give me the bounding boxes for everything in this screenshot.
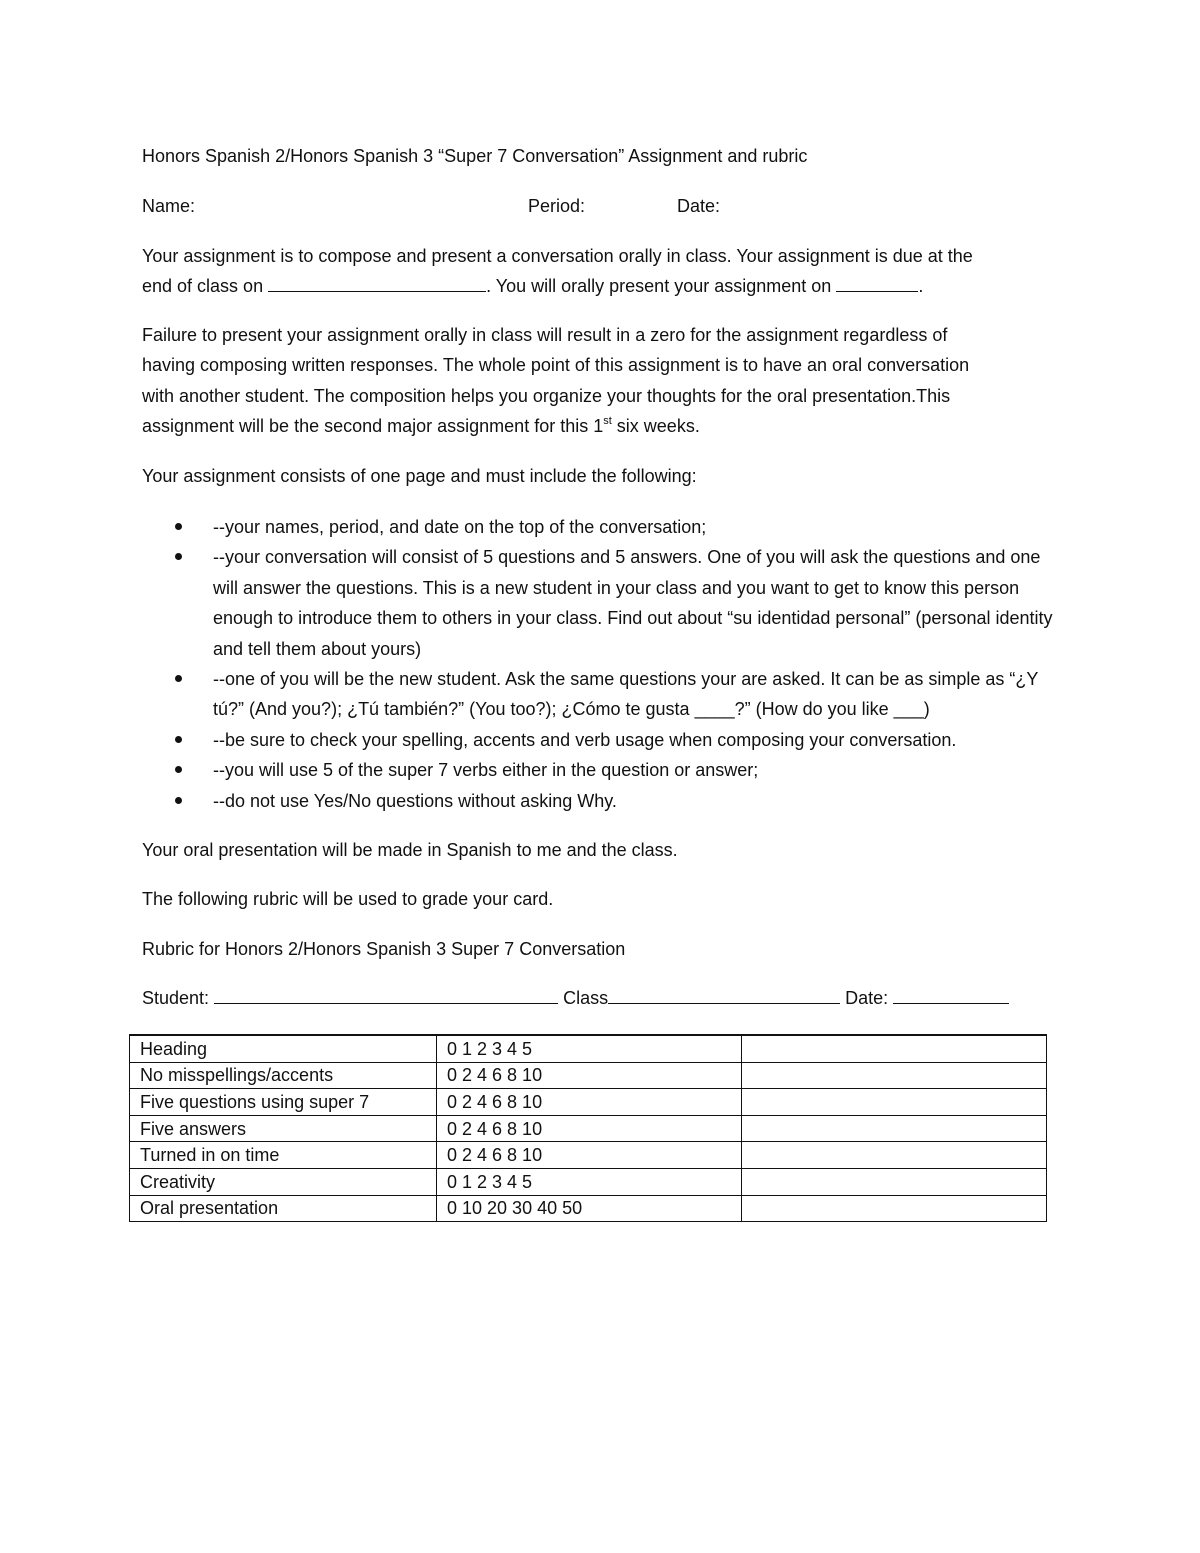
- list-item-text: --one of you will be the new student. Ask the same questions your are asked. It can be as simple as “¿Y tú?” (And you?); ¿Tú también?” (You too?); ¿Cómo te gusta ____?” (How do you like ___): [213, 669, 1039, 720]
- ordinal-suffix: st: [603, 415, 612, 428]
- failure-line-4-a: assignment will be the second major assignment for this 1: [142, 416, 604, 437]
- table-row: [130, 1035, 1047, 1062]
- table-row: [130, 1168, 1047, 1195]
- oral-note: Your oral presentation will be made in Spanish to me and the class.: [142, 840, 678, 860]
- bullet-icon: [175, 736, 182, 743]
- list-item: [142, 755, 1062, 785]
- score-cell: [742, 1168, 1047, 1195]
- intro-line-2-a: end of class on: [142, 276, 264, 297]
- name-label: Name:: [142, 196, 196, 216]
- criterion-cell: Turned in on time: [130, 1142, 437, 1169]
- student-blank: [214, 987, 558, 1004]
- list-item-text: --be sure to check your spelling, accents and verb usage when composing your conversation.: [213, 729, 957, 750]
- consists-line: Your assignment consists of one page and must include the following:: [142, 466, 697, 486]
- score-cell: [742, 1195, 1047, 1222]
- scale-cell: 0 1 2 3 4 5: [437, 1168, 742, 1195]
- table-row: [130, 1089, 1047, 1116]
- table-row: [130, 1142, 1047, 1169]
- table-row: [130, 1115, 1047, 1142]
- list-item-text: --you will use 5 of the super 7 verbs either in the question or answer;: [213, 760, 759, 781]
- list-item-text: --your conversation will consist of 5 questions and 5 answers. One of you will ask the questions and one will answer the questions. This is a new student in your class and you want to get to know this person enough to introduce them to others in your class. Find out about “su identidad personal” (personal identity and tell them about yours): [213, 547, 1053, 659]
- intro-line-1: Your assignment is to compose and present a conversation orally in class. Your assignment is due at the: [142, 246, 973, 266]
- list-item-text: --do not use Yes/No questions without asking Why.: [213, 790, 617, 811]
- scale-cell: 0 2 4 6 8 10: [437, 1062, 742, 1089]
- scale-cell: 0 2 4 6 8 10: [437, 1142, 742, 1169]
- intro-paragraph: [142, 241, 1062, 302]
- score-cell: [742, 1089, 1047, 1116]
- class-label: Class: [563, 988, 609, 1008]
- list-item: [142, 786, 1062, 816]
- criterion-cell: Five answers: [130, 1115, 437, 1142]
- bullet-icon: [175, 523, 182, 530]
- scale-cell: 0 2 4 6 8 10: [437, 1115, 742, 1142]
- list-item: [142, 512, 1062, 542]
- score-cell: [742, 1142, 1047, 1169]
- rubric-date-label: Date:: [845, 988, 889, 1008]
- failure-line-2: having composing written responses. The whole point of this assignment is to have an oral conversation: [142, 355, 970, 376]
- student-label: Student:: [142, 988, 210, 1008]
- intro-line-2-b: . You will orally present your assignment on: [486, 276, 832, 297]
- failure-line-4-b: six weeks.: [611, 416, 700, 437]
- table-row: [130, 1195, 1047, 1222]
- student-line: [142, 986, 1009, 1010]
- list-item: [142, 725, 1062, 755]
- rubric-date-blank: [893, 987, 1009, 1004]
- scale-cell: 0 1 2 3 4 5: [437, 1035, 742, 1062]
- list-item: [142, 664, 1062, 725]
- score-cell: [742, 1062, 1047, 1089]
- bullet-icon: [175, 797, 182, 804]
- bullet-icon: [175, 553, 182, 560]
- requirements-list: [142, 512, 1062, 816]
- intro-line-2-c: .: [918, 276, 924, 297]
- date-label: Date:: [677, 196, 721, 216]
- bullet-icon: [175, 675, 182, 682]
- failure-line-1: Failure to present your assignment orally in class will result in a zero for the assignment regardless of: [142, 325, 948, 345]
- class-blank: [608, 987, 840, 1004]
- criterion-cell: Oral presentation: [130, 1195, 437, 1222]
- score-cell: [742, 1035, 1047, 1062]
- table-row: [130, 1062, 1047, 1089]
- rubric-title: Rubric for Honors 2/Honors Spanish 3 Super 7 Conversation: [142, 939, 626, 959]
- present-date-blank: [836, 275, 918, 292]
- due-date-blank: [268, 275, 486, 292]
- score-cell: [742, 1115, 1047, 1142]
- list-item-text: --your names, period, and date on the top of the conversation;: [213, 517, 707, 537]
- criterion-cell: Heading: [130, 1035, 437, 1062]
- rubric-note: The following rubric will be used to grade your card.: [142, 889, 554, 909]
- rubric-table: [129, 1034, 1047, 1222]
- intro-line-2: [142, 271, 1062, 301]
- criterion-cell: Five questions using super 7: [130, 1089, 437, 1116]
- bullet-icon: [175, 766, 182, 773]
- period-label: Period:: [528, 196, 586, 216]
- criterion-cell: Creativity: [130, 1168, 437, 1195]
- scale-cell: 0 10 20 30 40 50: [437, 1195, 742, 1222]
- list-item: [142, 542, 1062, 664]
- scale-cell: 0 2 4 6 8 10: [437, 1089, 742, 1116]
- failure-line-3: with another student. The composition helps you organize your thoughts for the oral presentation.This: [142, 385, 951, 406]
- criterion-cell: No misspellings/accents: [130, 1062, 437, 1089]
- failure-paragraph: [142, 320, 1062, 442]
- failure-line-4: [142, 411, 1062, 441]
- document-title: Honors Spanish 2/Honors Spanish 3 “Super 7 Conversation” Assignment and rubric: [142, 146, 808, 166]
